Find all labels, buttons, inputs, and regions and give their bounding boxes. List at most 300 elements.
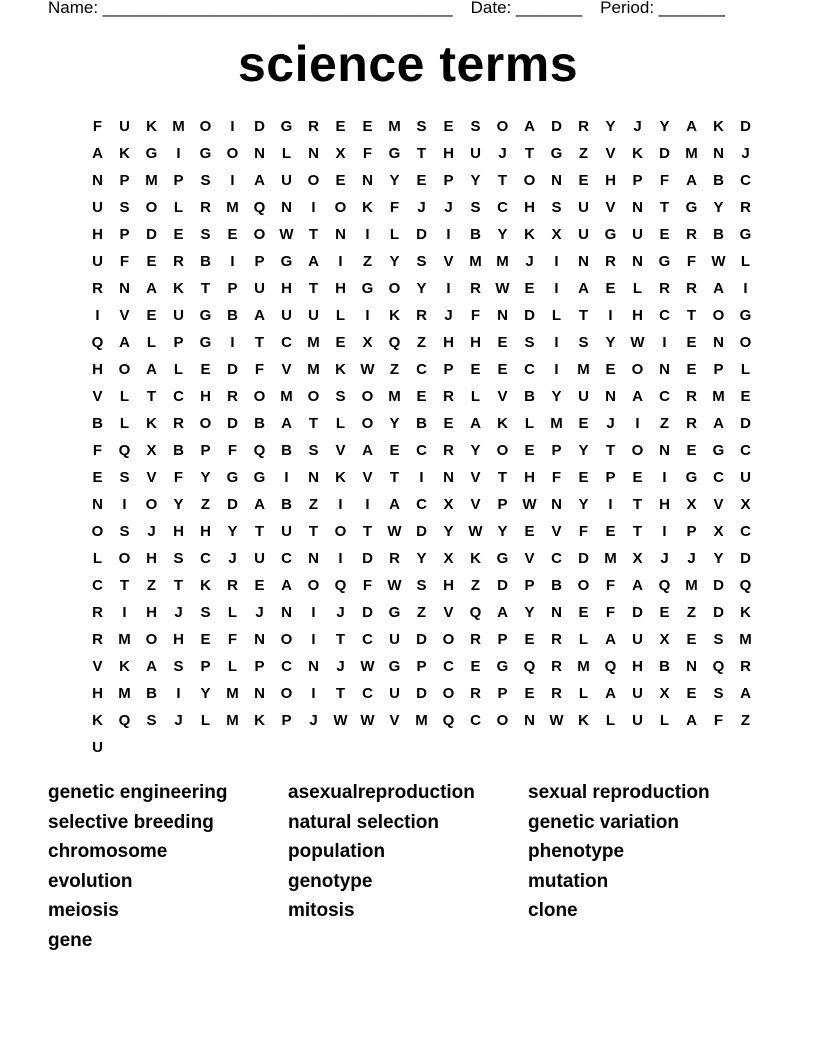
word-list (48, 778, 768, 956)
grid-letter: K (362, 199, 373, 216)
grid-letter: G (496, 550, 509, 567)
grid-letter: R (470, 280, 481, 297)
grid-letter: I (230, 253, 235, 270)
grid-letter: D (632, 604, 643, 621)
grid-letter: F (227, 631, 238, 648)
grid-letter: K (713, 118, 724, 135)
grid-letter: E (335, 118, 346, 135)
grid-letter: K (389, 307, 400, 324)
grid-letter: E (524, 280, 535, 297)
grid-letter: R (308, 118, 319, 135)
grid-letter: A (578, 280, 589, 297)
grid-letter: A (254, 496, 265, 513)
grid-letter: T (254, 523, 265, 540)
grid-letter: S (119, 199, 130, 216)
grid-letter: F (578, 523, 589, 540)
grid-letter: E (524, 685, 535, 702)
word-list-item: natural selection (288, 811, 439, 833)
grid-letter: Q (91, 334, 104, 351)
word-list-item: gene (48, 929, 93, 951)
grid-letter: D (416, 685, 427, 702)
grid-letter: W (711, 253, 726, 270)
page-title: science terms (237, 36, 579, 92)
grid-letter: U (470, 145, 481, 162)
grid-letter: F (362, 145, 373, 162)
grid-letter: G (199, 307, 212, 324)
grid-letter: S (713, 685, 724, 702)
grid-letter: I (338, 550, 343, 567)
grid-letter: Y (497, 523, 508, 540)
grid-letter: R (686, 280, 697, 297)
grid-letter: E (497, 361, 508, 378)
grid-letter: N (551, 496, 562, 513)
grid-letter: L (173, 199, 184, 216)
grid-letter: L (146, 334, 157, 351)
grid-letter: A (686, 712, 697, 729)
grid-letter: J (444, 307, 453, 324)
grid-letter: X (632, 550, 643, 567)
grid-letter: F (470, 307, 481, 324)
grid-letter: L (173, 361, 184, 378)
grid-letter: I (554, 253, 559, 270)
word-list-item: meiosis (48, 900, 119, 922)
grid-letter: G (226, 469, 239, 486)
grid-letter: D (416, 523, 427, 540)
grid-letter: M (118, 685, 131, 702)
grid-letter: I (554, 280, 559, 297)
grid-letter: F (254, 361, 265, 378)
grid-letter: T (308, 415, 319, 432)
grid-letter: L (578, 631, 589, 648)
grid-letter: O (442, 685, 455, 702)
grid-letter: M (739, 631, 752, 648)
grid-letter: N (254, 145, 265, 162)
grid-letter: I (338, 496, 343, 513)
grid-letter: U (308, 307, 319, 324)
grid-letter: E (578, 415, 589, 432)
grid-letter: A (686, 118, 697, 135)
grid-letter: Z (740, 712, 751, 729)
grid-letter: O (631, 361, 644, 378)
grid-letter: M (712, 388, 725, 405)
grid-letter: D (227, 361, 238, 378)
grid-letter: N (713, 145, 724, 162)
grid-letter: T (173, 577, 184, 594)
grid-letter: C (740, 523, 751, 540)
grid-letter: A (497, 604, 508, 621)
grid-letter: Y (200, 685, 211, 702)
grid-letter: E (686, 334, 697, 351)
grid-letter: E (443, 415, 454, 432)
grid-letter: E (443, 118, 454, 135)
grid-letter: S (416, 253, 427, 270)
grid-letter: K (119, 658, 130, 675)
grid-letter: O (280, 631, 293, 648)
grid-letter: Q (658, 577, 671, 594)
grid-letter: S (146, 712, 157, 729)
grid-letter: Q (334, 577, 347, 594)
grid-letter: A (254, 307, 265, 324)
grid-letter: C (551, 550, 562, 567)
grid-letter: S (200, 226, 211, 243)
grid-letter: U (389, 685, 400, 702)
grid-letter: R (740, 199, 751, 216)
grid-letter: E (389, 442, 400, 459)
grid-letter: P (686, 523, 697, 540)
grid-letter: U (632, 226, 643, 243)
grid-letter: C (659, 307, 670, 324)
grid-letter: P (173, 334, 184, 351)
grid-letter: M (280, 388, 293, 405)
grid-letter: Y (389, 253, 400, 270)
grid-letter: G (253, 469, 266, 486)
grid-letter: G (280, 253, 293, 270)
grid-letter: A (146, 361, 157, 378)
grid-letter: Z (308, 496, 319, 513)
grid-letter: V (605, 199, 616, 216)
grid-letter: Z (659, 415, 670, 432)
grid-letter: P (524, 577, 535, 594)
word-list-item: clone (528, 900, 578, 922)
grid-letter: K (524, 226, 535, 243)
grid-letter: L (740, 361, 751, 378)
grid-letter: U (740, 469, 751, 486)
grid-letter: M (685, 145, 698, 162)
grid-letter: T (416, 145, 427, 162)
grid-letter: T (578, 307, 589, 324)
grid-letter: E (686, 442, 697, 459)
grid-letter: O (307, 172, 320, 189)
grid-letter: U (92, 199, 103, 216)
grid-letter: K (119, 145, 130, 162)
grid-letter: R (92, 604, 103, 621)
grid-letter: D (362, 604, 373, 621)
grid-letter: G (361, 280, 374, 297)
grid-letter: Q (523, 658, 536, 675)
grid-letter: X (686, 496, 697, 513)
grid-letter: A (632, 577, 643, 594)
grid-letter: G (658, 253, 671, 270)
grid-letter: F (389, 199, 400, 216)
grid-letter: H (524, 469, 535, 486)
grid-letter: O (712, 307, 725, 324)
grid-letter: U (281, 172, 292, 189)
grid-letter: V (281, 361, 292, 378)
grid-letter: V (470, 469, 481, 486)
grid-letter: L (227, 604, 238, 621)
grid-letter: R (686, 226, 697, 243)
grid-letter: C (659, 388, 670, 405)
grid-letter: A (605, 685, 616, 702)
grid-letter: D (227, 415, 238, 432)
grid-letter: Y (524, 604, 535, 621)
grid-letter: W (279, 226, 294, 243)
grid-letter: E (524, 631, 535, 648)
grid-letter: P (173, 172, 184, 189)
grid-letter: I (230, 118, 235, 135)
grid-letter: R (227, 388, 238, 405)
grid-letter: B (416, 415, 427, 432)
grid-letter: P (200, 658, 211, 675)
grid-letter: J (417, 199, 426, 216)
grid-letter: I (743, 280, 748, 297)
grid-letter: Y (713, 199, 724, 216)
grid-letter: E (578, 469, 589, 486)
grid-letter: N (308, 469, 319, 486)
grid-letter: I (365, 496, 370, 513)
grid-letter: I (662, 469, 667, 486)
grid-letter: D (416, 631, 427, 648)
grid-letter: N (632, 253, 643, 270)
grid-letter: Q (253, 199, 266, 216)
grid-letter: N (497, 307, 508, 324)
grid-letter: N (281, 199, 292, 216)
grid-letter: A (119, 334, 130, 351)
grid-letter: I (365, 226, 370, 243)
grid-letter: N (308, 145, 319, 162)
grid-letter: N (605, 388, 616, 405)
grid-letter: O (226, 145, 239, 162)
grid-letter: S (470, 118, 481, 135)
grid-letter: N (524, 712, 535, 729)
grid-letter: D (551, 118, 562, 135)
grid-letter: J (525, 253, 534, 270)
grid-letter: I (662, 334, 667, 351)
grid-letter: R (92, 631, 103, 648)
grid-letter: N (362, 172, 373, 189)
grid-letter: E (659, 226, 670, 243)
grid-letter: G (496, 658, 509, 675)
grid-letter: G (280, 118, 293, 135)
grid-letter: C (362, 685, 373, 702)
grid-letter: O (118, 550, 131, 567)
grid-letter: Y (416, 280, 427, 297)
grid-letter: B (146, 685, 157, 702)
grid-letter: H (146, 550, 157, 567)
grid-letter: A (281, 415, 292, 432)
grid-letter: A (632, 388, 643, 405)
grid-letter: C (470, 712, 481, 729)
grid-letter: N (281, 604, 292, 621)
grid-letter: A (146, 658, 157, 675)
grid-letter: E (146, 253, 157, 270)
grid-letter: I (554, 334, 559, 351)
grid-letter: D (740, 415, 751, 432)
grid-letter: Y (200, 469, 211, 486)
grid-letter: J (309, 712, 318, 729)
grid-letter: C (497, 199, 508, 216)
grid-letter: F (92, 442, 103, 459)
grid-letter: E (524, 523, 535, 540)
grid-letter: V (119, 307, 130, 324)
grid-letter: Q (118, 712, 131, 729)
grid-letter: R (578, 118, 589, 135)
grid-letter: C (416, 496, 427, 513)
grid-letter: R (200, 199, 211, 216)
grid-letter: Q (388, 334, 401, 351)
grid-letter: T (200, 280, 211, 297)
grid-letter: O (145, 496, 158, 513)
grid-letter: E (227, 226, 238, 243)
grid-letter: T (524, 145, 535, 162)
grid-letter: Y (713, 550, 724, 567)
grid-letter: O (496, 118, 509, 135)
grid-letter: L (524, 415, 535, 432)
grid-letter: N (551, 604, 562, 621)
word-list-item: genotype (288, 870, 373, 892)
grid-letter: D (524, 307, 535, 324)
grid-letter: V (443, 604, 454, 621)
grid-letter: J (606, 415, 615, 432)
date-field-label: Date: _______ (470, 0, 583, 17)
grid-letter: M (307, 361, 320, 378)
period-field-label: Period: _______ (600, 0, 725, 17)
grid-letter: T (308, 226, 319, 243)
grid-letter: H (146, 604, 157, 621)
grid-letter: I (311, 199, 316, 216)
grid-letter: K (335, 361, 346, 378)
grid-letter: N (659, 442, 670, 459)
grid-letter: J (498, 145, 507, 162)
grid-letter: W (387, 577, 402, 594)
grid-letter: Q (253, 442, 266, 459)
grid-letter: F (227, 442, 238, 459)
word-list-item: chromosome (48, 841, 168, 863)
grid-letter: S (200, 172, 211, 189)
grid-letter: O (523, 172, 536, 189)
grid-letter: Q (442, 712, 455, 729)
grid-letter: W (333, 712, 348, 729)
grid-letter: D (146, 226, 157, 243)
grid-letter: P (281, 712, 292, 729)
grid-letter: S (308, 442, 319, 459)
grid-letter: U (92, 253, 103, 270)
grid-letter: A (713, 280, 724, 297)
grid-letter: U (632, 685, 643, 702)
grid-letter: U (578, 199, 589, 216)
grid-letter: M (172, 118, 185, 135)
grid-letter: I (608, 307, 613, 324)
grid-letter: N (578, 253, 589, 270)
grid-letter: D (227, 496, 238, 513)
grid-letter: Q (604, 658, 617, 675)
grid-letter: E (578, 172, 589, 189)
grid-letter: C (281, 550, 292, 567)
grid-letter: A (686, 172, 697, 189)
grid-letter: B (254, 415, 265, 432)
name-field-label: Name: _____________________________________ (48, 0, 453, 17)
grid-letter: S (200, 604, 211, 621)
grid-letter: R (389, 550, 400, 567)
grid-letter: J (687, 550, 696, 567)
grid-letter: I (554, 361, 559, 378)
grid-letter: F (551, 469, 562, 486)
grid-letter: Z (146, 577, 157, 594)
grid-letter: R (551, 685, 562, 702)
grid-letter: S (470, 199, 481, 216)
grid-letter: E (470, 361, 481, 378)
grid-letter: R (470, 685, 481, 702)
grid-letter: T (686, 307, 697, 324)
grid-letter: R (173, 253, 184, 270)
grid-letter: S (524, 334, 535, 351)
grid-letter: V (497, 388, 508, 405)
grid-letter: K (470, 550, 481, 567)
grid-letter: Q (469, 604, 482, 621)
grid-letter: G (685, 469, 698, 486)
grid-letter: W (360, 712, 375, 729)
grid-letter: F (362, 577, 373, 594)
grid-letter: P (119, 226, 130, 243)
grid-letter: F (173, 469, 184, 486)
grid-letter: N (308, 550, 319, 567)
grid-letter: P (227, 280, 238, 297)
grid-letter: V (335, 442, 346, 459)
word-list-item: selective breeding (48, 811, 214, 833)
grid-letter: K (578, 712, 589, 729)
grid-letter: W (495, 280, 510, 297)
grid-letter: K (92, 712, 103, 729)
grid-letter: T (308, 280, 319, 297)
grid-letter: I (230, 334, 235, 351)
grid-letter: N (443, 469, 454, 486)
grid-letter: N (632, 199, 643, 216)
grid-letter: Y (578, 496, 589, 513)
grid-letter: R (551, 658, 562, 675)
grid-letter: E (578, 604, 589, 621)
grid-letter: F (119, 253, 130, 270)
grid-letter: A (92, 145, 103, 162)
grid-letter: I (95, 307, 100, 324)
grid-letter: O (253, 388, 266, 405)
grid-letter: D (740, 550, 751, 567)
grid-letter: Z (362, 253, 373, 270)
grid-letter: G (739, 226, 752, 243)
grid-letter: J (228, 550, 237, 567)
grid-letter: D (740, 118, 751, 135)
grid-letter: E (740, 388, 751, 405)
grid-letter: H (335, 280, 346, 297)
grid-letter: L (92, 550, 103, 567)
grid-letter: T (308, 523, 319, 540)
grid-letter: L (551, 307, 562, 324)
grid-letter: M (496, 253, 509, 270)
grid-letter: F (659, 172, 670, 189)
grid-letter: H (443, 145, 454, 162)
grid-letter: M (685, 577, 698, 594)
grid-letter: S (416, 577, 427, 594)
grid-letter: S (173, 658, 184, 675)
grid-letter: Y (578, 442, 589, 459)
grid-letter: M (550, 415, 563, 432)
grid-letter: P (497, 496, 508, 513)
grid-letter: M (226, 199, 239, 216)
grid-letter: G (388, 145, 401, 162)
grid-letter: F (92, 118, 103, 135)
grid-letter: Y (497, 226, 508, 243)
grid-letter: I (365, 307, 370, 324)
grid-letter: E (605, 361, 616, 378)
grid-letter: M (226, 712, 239, 729)
grid-letter: Z (416, 334, 427, 351)
student-info-header (48, 0, 743, 18)
grid-letter: B (281, 496, 292, 513)
grid-letter: R (416, 307, 427, 324)
grid-letter: V (605, 145, 616, 162)
grid-letter: U (281, 307, 292, 324)
grid-letter: V (443, 253, 454, 270)
grid-letter: Y (605, 334, 616, 351)
